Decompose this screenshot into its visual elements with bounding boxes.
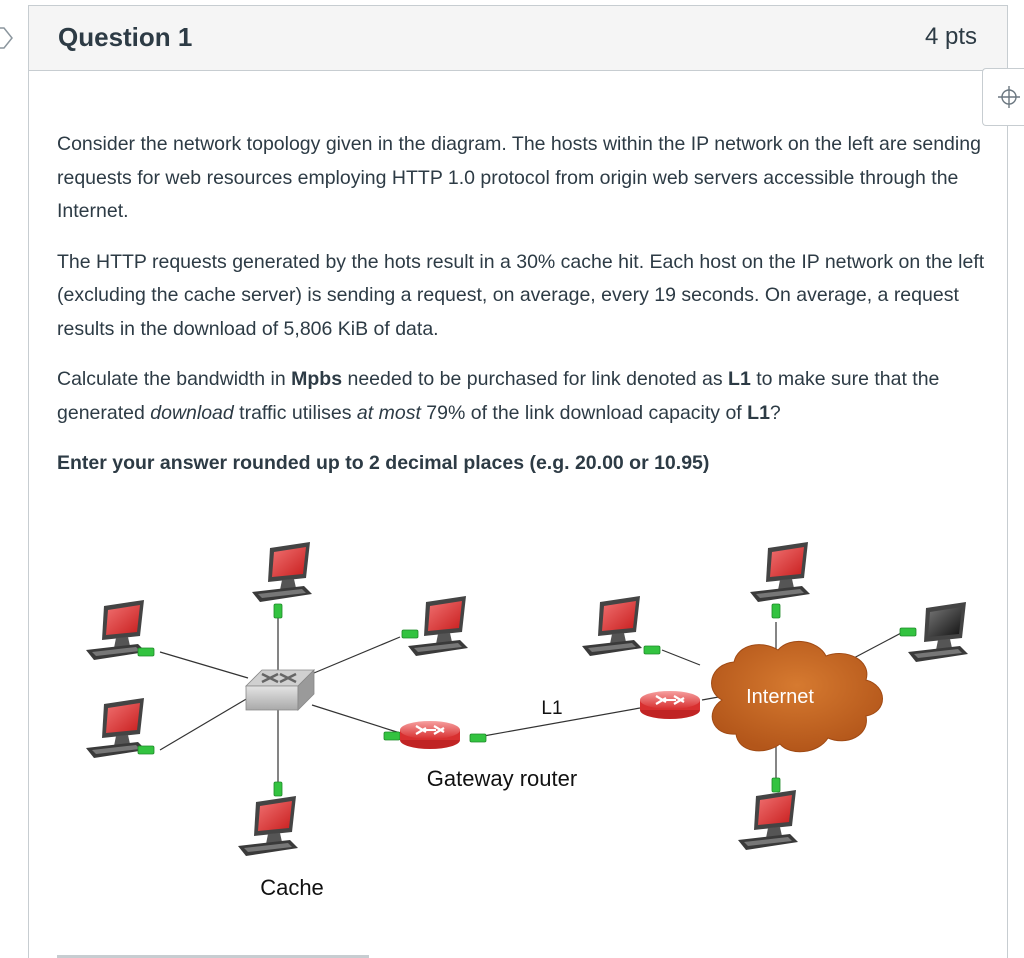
text-run: 79% of the link download capacity of [420, 401, 748, 424]
network-port-icon [384, 732, 400, 740]
gateway-router-icon [400, 721, 460, 749]
network-port-icon [644, 646, 660, 654]
network-port-icon [138, 648, 154, 656]
emphasis-download: download [150, 401, 234, 424]
emphasis-l1: L1 [747, 401, 770, 424]
network-port-icon [772, 604, 780, 618]
link-switch-left-lower-host [160, 698, 248, 750]
link-switch-middle-host [302, 637, 400, 678]
answer-instruction: Enter your answer rounded up to 2 decimal places (e.g. 20.00 or 10.95) [57, 452, 710, 474]
origin-server-computer [908, 602, 968, 662]
remote-host-computer [750, 542, 810, 602]
remote-host-computer [582, 596, 642, 656]
question-points: 4 pts [924, 23, 977, 50]
switch-icon [246, 670, 314, 710]
host-computer [408, 596, 468, 656]
network-port-icon [900, 628, 916, 636]
network-port-icon [138, 746, 154, 754]
text-run: to make sure that the generated [57, 368, 940, 424]
text-run: needed to be purchased for link denoted as [342, 368, 729, 390]
gateway-router-label: Gateway router [426, 766, 578, 791]
emphasis-at-most: at most [356, 401, 421, 424]
network-port-icon [274, 604, 282, 618]
question-title: Question 1 [58, 22, 193, 52]
network-port-icon [470, 734, 486, 742]
network-port-icon [772, 778, 780, 792]
question-paragraph-2: The HTTP requests generated by the hots result in a 30% cache hit. Each host on the IP network on the left (excluding the cache server) is sending a request, on average, every 19 seconds. On average, a request results in the download of 5,806 KiB of data. [57, 250, 985, 340]
host-computer [86, 698, 146, 758]
host-computer [252, 542, 312, 602]
text-run: traffic utilises [233, 401, 357, 424]
text-run: Calculate the bandwidth in [57, 368, 292, 390]
remote-host-computer [738, 790, 798, 850]
isp-router-icon [640, 691, 700, 719]
link-switch-gateway [312, 705, 400, 733]
cache-label: Cache [260, 875, 324, 900]
link-internet-server [850, 632, 903, 660]
link-l1-label: L1 [541, 698, 563, 719]
text-run: ? [769, 401, 781, 424]
link-internet-host-left [662, 650, 700, 665]
network-port-icon [274, 782, 282, 796]
network-port-icon [402, 630, 418, 638]
internet-label: Internet [746, 686, 814, 708]
cache-server [238, 796, 298, 856]
link-switch-left-upper-host [160, 652, 248, 678]
host-computer [86, 600, 146, 660]
emphasis-mpbs: Mpbs [291, 368, 343, 390]
emphasis-l1: L1 [728, 368, 751, 390]
question-paragraph-1: Consider the network topology given in the diagram. The hosts within the IP network on the left are sending requests for web resources employing HTTP 1.0 protocol from origin web servers accessible through the Internet. [57, 133, 981, 222]
